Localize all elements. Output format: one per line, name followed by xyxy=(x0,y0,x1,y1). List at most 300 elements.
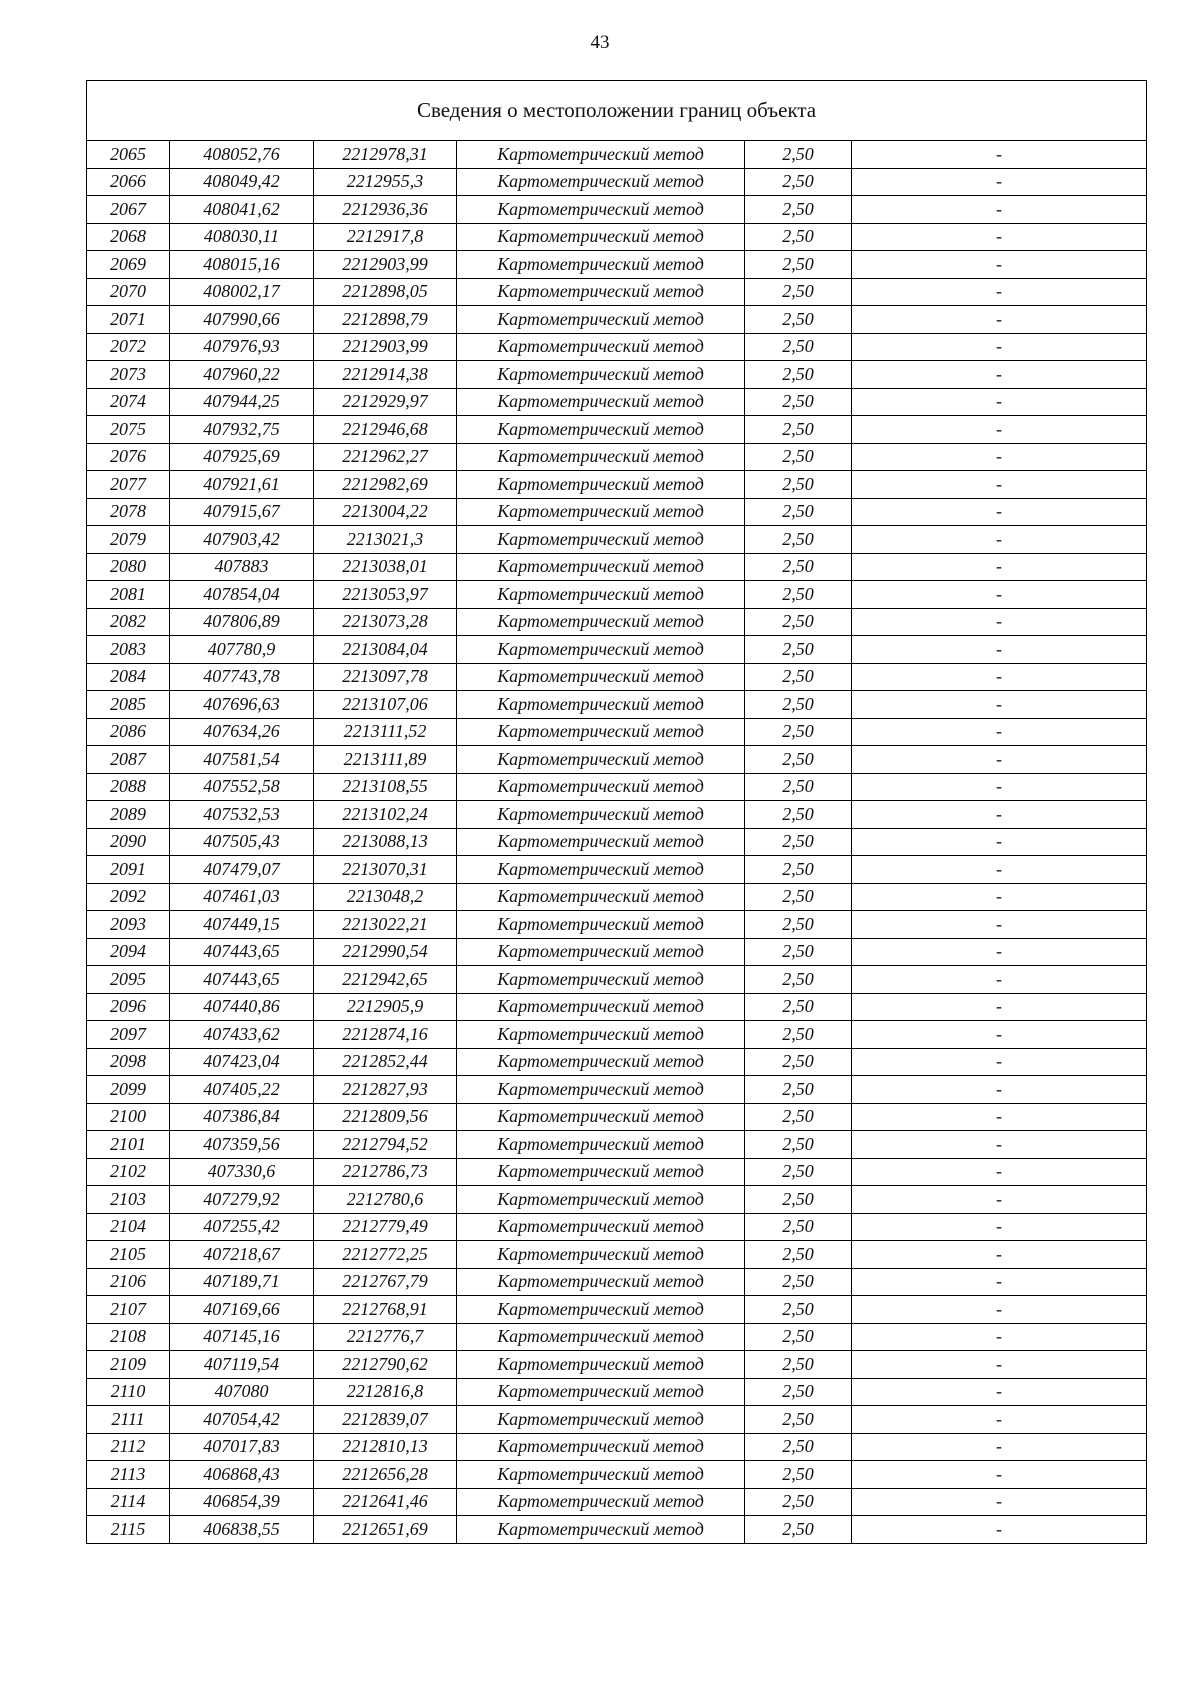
table-row xyxy=(87,581,1147,609)
table-row xyxy=(87,1021,1147,1049)
accuracy-cell: 2,50 xyxy=(745,1158,852,1186)
y-coordinate-cell: 2212786,73 xyxy=(314,1158,457,1186)
table-row xyxy=(87,1461,1147,1489)
x-coordinate-cell: 407960,22 xyxy=(170,361,314,389)
x-coordinate-cell: 407479,07 xyxy=(170,856,314,884)
point-number-cell: 2083 xyxy=(87,636,170,664)
accuracy-cell: 2,50 xyxy=(745,498,852,526)
description-cell: - xyxy=(852,1103,1147,1131)
description-cell: - xyxy=(852,691,1147,719)
description-cell: - xyxy=(852,801,1147,829)
y-coordinate-cell: 2212914,38 xyxy=(314,361,457,389)
description-cell: - xyxy=(852,361,1147,389)
point-number-cell: 2066 xyxy=(87,168,170,196)
table-row xyxy=(87,691,1147,719)
accuracy-cell: 2,50 xyxy=(745,1241,852,1269)
point-number-cell: 2091 xyxy=(87,856,170,884)
point-number-cell: 2070 xyxy=(87,278,170,306)
point-number-cell: 2101 xyxy=(87,1131,170,1159)
y-coordinate-cell: 2212962,27 xyxy=(314,443,457,471)
description-cell: - xyxy=(852,773,1147,801)
point-number-cell: 2069 xyxy=(87,251,170,279)
accuracy-cell: 2,50 xyxy=(745,636,852,664)
table-row xyxy=(87,966,1147,994)
point-number-cell: 2082 xyxy=(87,608,170,636)
method-cell: Картометрический метод xyxy=(457,141,745,169)
table-row xyxy=(87,306,1147,334)
description-cell: - xyxy=(852,471,1147,499)
point-number-cell: 2115 xyxy=(87,1516,170,1544)
table-row xyxy=(87,1131,1147,1159)
y-coordinate-cell: 2212809,56 xyxy=(314,1103,457,1131)
point-number-cell: 2114 xyxy=(87,1488,170,1516)
method-cell: Картометрический метод xyxy=(457,361,745,389)
y-coordinate-cell: 2212641,46 xyxy=(314,1488,457,1516)
y-coordinate-cell: 2212898,79 xyxy=(314,306,457,334)
y-coordinate-cell: 2212779,49 xyxy=(314,1213,457,1241)
accuracy-cell: 2,50 xyxy=(745,1021,852,1049)
point-number-cell: 2104 xyxy=(87,1213,170,1241)
method-cell: Картометрический метод xyxy=(457,938,745,966)
point-number-cell: 2092 xyxy=(87,883,170,911)
accuracy-cell: 2,50 xyxy=(745,471,852,499)
method-cell: Картометрический метод xyxy=(457,1158,745,1186)
method-cell: Картометрический метод xyxy=(457,553,745,581)
description-cell: - xyxy=(852,1488,1147,1516)
description-cell: - xyxy=(852,553,1147,581)
point-number-cell: 2089 xyxy=(87,801,170,829)
y-coordinate-cell: 2213053,97 xyxy=(314,581,457,609)
method-cell: Картометрический метод xyxy=(457,636,745,664)
method-cell: Картометрический метод xyxy=(457,1131,745,1159)
point-number-cell: 2080 xyxy=(87,553,170,581)
x-coordinate-cell: 407423,04 xyxy=(170,1048,314,1076)
method-cell: Картометрический метод xyxy=(457,883,745,911)
point-number-cell: 2100 xyxy=(87,1103,170,1131)
accuracy-cell: 2,50 xyxy=(745,1433,852,1461)
y-coordinate-cell: 2213038,01 xyxy=(314,553,457,581)
table-row xyxy=(87,636,1147,664)
table-row xyxy=(87,856,1147,884)
method-cell: Картометрический метод xyxy=(457,498,745,526)
table-row xyxy=(87,278,1147,306)
description-cell: - xyxy=(852,1158,1147,1186)
description-cell: - xyxy=(852,1186,1147,1214)
table-row xyxy=(87,1323,1147,1351)
table-row xyxy=(87,883,1147,911)
y-coordinate-cell: 2212946,68 xyxy=(314,416,457,444)
accuracy-cell: 2,50 xyxy=(745,278,852,306)
table-row xyxy=(87,1516,1147,1544)
table-row xyxy=(87,471,1147,499)
x-coordinate-cell: 407944,25 xyxy=(170,388,314,416)
table-row xyxy=(87,938,1147,966)
point-number-cell: 2105 xyxy=(87,1241,170,1269)
method-cell: Картометрический метод xyxy=(457,966,745,994)
table-row xyxy=(87,663,1147,691)
method-cell: Картометрический метод xyxy=(457,471,745,499)
point-number-cell: 2093 xyxy=(87,911,170,939)
point-number-cell: 2090 xyxy=(87,828,170,856)
table-row xyxy=(87,608,1147,636)
y-coordinate-cell: 2212656,28 xyxy=(314,1461,457,1489)
accuracy-cell: 2,50 xyxy=(745,196,852,224)
point-number-cell: 2079 xyxy=(87,526,170,554)
table-title-row xyxy=(87,81,1147,141)
description-cell: - xyxy=(852,663,1147,691)
description-cell: - xyxy=(852,1268,1147,1296)
method-cell: Картометрический метод xyxy=(457,1268,745,1296)
accuracy-cell: 2,50 xyxy=(745,388,852,416)
accuracy-cell: 2,50 xyxy=(745,801,852,829)
accuracy-cell: 2,50 xyxy=(745,718,852,746)
accuracy-cell: 2,50 xyxy=(745,581,852,609)
method-cell: Картометрический метод xyxy=(457,1048,745,1076)
method-cell: Картометрический метод xyxy=(457,223,745,251)
x-coordinate-cell: 407780,9 xyxy=(170,636,314,664)
table-row xyxy=(87,443,1147,471)
x-coordinate-cell: 407449,15 xyxy=(170,911,314,939)
description-cell: - xyxy=(852,828,1147,856)
accuracy-cell: 2,50 xyxy=(745,856,852,884)
x-coordinate-cell: 407386,84 xyxy=(170,1103,314,1131)
accuracy-cell: 2,50 xyxy=(745,1461,852,1489)
method-cell: Картометрический метод xyxy=(457,1378,745,1406)
accuracy-cell: 2,50 xyxy=(745,1186,852,1214)
accuracy-cell: 2,50 xyxy=(745,663,852,691)
x-coordinate-cell: 407806,89 xyxy=(170,608,314,636)
table-row xyxy=(87,1351,1147,1379)
description-cell: - xyxy=(852,746,1147,774)
accuracy-cell: 2,50 xyxy=(745,306,852,334)
description-cell: - xyxy=(852,993,1147,1021)
point-number-cell: 2086 xyxy=(87,718,170,746)
point-number-cell: 2111 xyxy=(87,1406,170,1434)
point-number-cell: 2106 xyxy=(87,1268,170,1296)
table-row xyxy=(87,168,1147,196)
accuracy-cell: 2,50 xyxy=(745,1076,852,1104)
table-row xyxy=(87,361,1147,389)
y-coordinate-cell: 2213070,31 xyxy=(314,856,457,884)
method-cell: Картометрический метод xyxy=(457,801,745,829)
page-number: 43 xyxy=(590,32,610,53)
x-coordinate-cell: 407405,22 xyxy=(170,1076,314,1104)
table-row xyxy=(87,1241,1147,1269)
table-row xyxy=(87,526,1147,554)
accuracy-cell: 2,50 xyxy=(745,773,852,801)
method-cell: Картометрический метод xyxy=(457,1213,745,1241)
y-coordinate-cell: 2212917,8 xyxy=(314,223,457,251)
x-coordinate-cell: 407883 xyxy=(170,553,314,581)
y-coordinate-cell: 2213088,13 xyxy=(314,828,457,856)
method-cell: Картометрический метод xyxy=(457,416,745,444)
y-coordinate-cell: 2213111,89 xyxy=(314,746,457,774)
y-coordinate-cell: 2212905,9 xyxy=(314,993,457,1021)
point-number-cell: 2076 xyxy=(87,443,170,471)
point-number-cell: 2095 xyxy=(87,966,170,994)
point-number-cell: 2094 xyxy=(87,938,170,966)
point-number-cell: 2078 xyxy=(87,498,170,526)
table-row xyxy=(87,553,1147,581)
point-number-cell: 2075 xyxy=(87,416,170,444)
x-coordinate-cell: 408030,11 xyxy=(170,223,314,251)
table-row xyxy=(87,1433,1147,1461)
point-number-cell: 2087 xyxy=(87,746,170,774)
table-row xyxy=(87,1406,1147,1434)
accuracy-cell: 2,50 xyxy=(745,416,852,444)
accuracy-cell: 2,50 xyxy=(745,993,852,1021)
table-row xyxy=(87,746,1147,774)
description-cell: - xyxy=(852,1131,1147,1159)
accuracy-cell: 2,50 xyxy=(745,1048,852,1076)
x-coordinate-cell: 408015,16 xyxy=(170,251,314,279)
y-coordinate-cell: 2212936,36 xyxy=(314,196,457,224)
method-cell: Картометрический метод xyxy=(457,911,745,939)
x-coordinate-cell: 407990,66 xyxy=(170,306,314,334)
method-cell: Картометрический метод xyxy=(457,1351,745,1379)
point-number-cell: 2103 xyxy=(87,1186,170,1214)
y-coordinate-cell: 2212929,97 xyxy=(314,388,457,416)
method-cell: Картометрический метод xyxy=(457,306,745,334)
x-coordinate-cell: 407634,26 xyxy=(170,718,314,746)
method-cell: Картометрический метод xyxy=(457,581,745,609)
point-number-cell: 2077 xyxy=(87,471,170,499)
table-body xyxy=(87,141,1147,1544)
y-coordinate-cell: 2212903,99 xyxy=(314,251,457,279)
point-number-cell: 2065 xyxy=(87,141,170,169)
method-cell: Картометрический метод xyxy=(457,1461,745,1489)
accuracy-cell: 2,50 xyxy=(745,1213,852,1241)
accuracy-cell: 2,50 xyxy=(745,911,852,939)
description-cell: - xyxy=(852,856,1147,884)
x-coordinate-cell: 407080 xyxy=(170,1378,314,1406)
description-cell: - xyxy=(852,333,1147,361)
x-coordinate-cell: 407017,83 xyxy=(170,1433,314,1461)
accuracy-cell: 2,50 xyxy=(745,966,852,994)
y-coordinate-cell: 2212794,52 xyxy=(314,1131,457,1159)
accuracy-cell: 2,50 xyxy=(745,251,852,279)
x-coordinate-cell: 407359,56 xyxy=(170,1131,314,1159)
description-cell: - xyxy=(852,168,1147,196)
accuracy-cell: 2,50 xyxy=(745,553,852,581)
description-cell: - xyxy=(852,1351,1147,1379)
table-row xyxy=(87,416,1147,444)
method-cell: Картометрический метод xyxy=(457,278,745,306)
x-coordinate-cell: 407925,69 xyxy=(170,443,314,471)
point-number-cell: 2071 xyxy=(87,306,170,334)
description-cell: - xyxy=(852,1406,1147,1434)
x-coordinate-cell: 407461,03 xyxy=(170,883,314,911)
point-number-cell: 2085 xyxy=(87,691,170,719)
y-coordinate-cell: 2212982,69 xyxy=(314,471,457,499)
table-row xyxy=(87,223,1147,251)
y-coordinate-cell: 2212942,65 xyxy=(314,966,457,994)
x-coordinate-cell: 407581,54 xyxy=(170,746,314,774)
method-cell: Картометрический метод xyxy=(457,746,745,774)
accuracy-cell: 2,50 xyxy=(745,1516,852,1544)
table-row xyxy=(87,1213,1147,1241)
accuracy-cell: 2,50 xyxy=(745,526,852,554)
accuracy-cell: 2,50 xyxy=(745,608,852,636)
table-row xyxy=(87,1048,1147,1076)
description-cell: - xyxy=(852,581,1147,609)
description-cell: - xyxy=(852,718,1147,746)
accuracy-cell: 2,50 xyxy=(745,1103,852,1131)
y-coordinate-cell: 2212816,8 xyxy=(314,1378,457,1406)
description-cell: - xyxy=(852,388,1147,416)
x-coordinate-cell: 407903,42 xyxy=(170,526,314,554)
accuracy-cell: 2,50 xyxy=(745,443,852,471)
method-cell: Картометрический метод xyxy=(457,1103,745,1131)
x-coordinate-cell: 407532,53 xyxy=(170,801,314,829)
table-row xyxy=(87,1186,1147,1214)
point-number-cell: 2109 xyxy=(87,1351,170,1379)
method-cell: Картометрический метод xyxy=(457,1241,745,1269)
point-number-cell: 2102 xyxy=(87,1158,170,1186)
description-cell: - xyxy=(852,1241,1147,1269)
description-cell: - xyxy=(852,1048,1147,1076)
method-cell: Картометрический метод xyxy=(457,168,745,196)
accuracy-cell: 2,50 xyxy=(745,223,852,251)
description-cell: - xyxy=(852,223,1147,251)
point-number-cell: 2113 xyxy=(87,1461,170,1489)
table-row xyxy=(87,1076,1147,1104)
description-cell: - xyxy=(852,1516,1147,1544)
description-cell: - xyxy=(852,1461,1147,1489)
y-coordinate-cell: 2213004,22 xyxy=(314,498,457,526)
description-cell: - xyxy=(852,1433,1147,1461)
method-cell: Картометрический метод xyxy=(457,1323,745,1351)
method-cell: Картометрический метод xyxy=(457,773,745,801)
y-coordinate-cell: 2213073,28 xyxy=(314,608,457,636)
point-number-cell: 2110 xyxy=(87,1378,170,1406)
method-cell: Картометрический метод xyxy=(457,526,745,554)
accuracy-cell: 2,50 xyxy=(745,691,852,719)
method-cell: Картометрический метод xyxy=(457,388,745,416)
y-coordinate-cell: 2213022,21 xyxy=(314,911,457,939)
y-coordinate-cell: 2212898,05 xyxy=(314,278,457,306)
y-coordinate-cell: 2213108,55 xyxy=(314,773,457,801)
y-coordinate-cell: 2212990,54 xyxy=(314,938,457,966)
x-coordinate-cell: 407443,65 xyxy=(170,966,314,994)
method-cell: Картометрический метод xyxy=(457,1433,745,1461)
table-row xyxy=(87,718,1147,746)
accuracy-cell: 2,50 xyxy=(745,1406,852,1434)
description-cell: - xyxy=(852,938,1147,966)
table-row xyxy=(87,1378,1147,1406)
description-cell: - xyxy=(852,1076,1147,1104)
table-row xyxy=(87,993,1147,1021)
description-cell: - xyxy=(852,416,1147,444)
y-coordinate-cell: 2212810,13 xyxy=(314,1433,457,1461)
point-number-cell: 2088 xyxy=(87,773,170,801)
point-number-cell: 2099 xyxy=(87,1076,170,1104)
accuracy-cell: 2,50 xyxy=(745,883,852,911)
point-number-cell: 2073 xyxy=(87,361,170,389)
accuracy-cell: 2,50 xyxy=(745,1131,852,1159)
description-cell: - xyxy=(852,608,1147,636)
description-cell: - xyxy=(852,1021,1147,1049)
y-coordinate-cell: 2212852,44 xyxy=(314,1048,457,1076)
point-number-cell: 2107 xyxy=(87,1296,170,1324)
method-cell: Картометрический метод xyxy=(457,251,745,279)
accuracy-cell: 2,50 xyxy=(745,1378,852,1406)
y-coordinate-cell: 2213097,78 xyxy=(314,663,457,691)
description-cell: - xyxy=(852,911,1147,939)
x-coordinate-cell: 407443,65 xyxy=(170,938,314,966)
x-coordinate-cell: 406838,55 xyxy=(170,1516,314,1544)
x-coordinate-cell: 407433,62 xyxy=(170,1021,314,1049)
y-coordinate-cell: 2212767,79 xyxy=(314,1268,457,1296)
y-coordinate-cell: 2212651,69 xyxy=(314,1516,457,1544)
y-coordinate-cell: 2213048,2 xyxy=(314,883,457,911)
method-cell: Картометрический метод xyxy=(457,993,745,1021)
x-coordinate-cell: 407189,71 xyxy=(170,1268,314,1296)
point-number-cell: 2108 xyxy=(87,1323,170,1351)
accuracy-cell: 2,50 xyxy=(745,1268,852,1296)
x-coordinate-cell: 407854,04 xyxy=(170,581,314,609)
description-cell: - xyxy=(852,636,1147,664)
x-coordinate-cell: 407932,75 xyxy=(170,416,314,444)
table-row xyxy=(87,773,1147,801)
x-coordinate-cell: 408052,76 xyxy=(170,141,314,169)
y-coordinate-cell: 2213021,3 xyxy=(314,526,457,554)
method-cell: Картометрический метод xyxy=(457,1488,745,1516)
point-number-cell: 2112 xyxy=(87,1433,170,1461)
method-cell: Картометрический метод xyxy=(457,1021,745,1049)
point-number-cell: 2096 xyxy=(87,993,170,1021)
method-cell: Картометрический метод xyxy=(457,718,745,746)
x-coordinate-cell: 407054,42 xyxy=(170,1406,314,1434)
y-coordinate-cell: 2212874,16 xyxy=(314,1021,457,1049)
table-title: Сведения о местоположении границ объекта xyxy=(87,81,1147,141)
point-number-cell: 2081 xyxy=(87,581,170,609)
y-coordinate-cell: 2212780,6 xyxy=(314,1186,457,1214)
table-row xyxy=(87,1268,1147,1296)
accuracy-cell: 2,50 xyxy=(745,1351,852,1379)
x-coordinate-cell: 407218,67 xyxy=(170,1241,314,1269)
x-coordinate-cell: 407169,66 xyxy=(170,1296,314,1324)
table-row xyxy=(87,1158,1147,1186)
x-coordinate-cell: 406868,43 xyxy=(170,1461,314,1489)
description-cell: - xyxy=(852,1296,1147,1324)
x-coordinate-cell: 407255,42 xyxy=(170,1213,314,1241)
table-row xyxy=(87,141,1147,169)
point-number-cell: 2084 xyxy=(87,663,170,691)
x-coordinate-cell: 407440,86 xyxy=(170,993,314,1021)
method-cell: Картометрический метод xyxy=(457,1406,745,1434)
x-coordinate-cell: 407330,6 xyxy=(170,1158,314,1186)
method-cell: Картометрический метод xyxy=(457,691,745,719)
accuracy-cell: 2,50 xyxy=(745,1323,852,1351)
boundary-coordinates-table xyxy=(86,80,1147,1544)
accuracy-cell: 2,50 xyxy=(745,333,852,361)
table-row xyxy=(87,1103,1147,1131)
x-coordinate-cell: 407505,43 xyxy=(170,828,314,856)
table-row xyxy=(87,251,1147,279)
point-number-cell: 2068 xyxy=(87,223,170,251)
method-cell: Картометрический метод xyxy=(457,856,745,884)
x-coordinate-cell: 407743,78 xyxy=(170,663,314,691)
y-coordinate-cell: 2212772,25 xyxy=(314,1241,457,1269)
table-row xyxy=(87,911,1147,939)
description-cell: - xyxy=(852,966,1147,994)
accuracy-cell: 2,50 xyxy=(745,141,852,169)
table-row xyxy=(87,498,1147,526)
method-cell: Картометрический метод xyxy=(457,443,745,471)
accuracy-cell: 2,50 xyxy=(745,1296,852,1324)
y-coordinate-cell: 2212827,93 xyxy=(314,1076,457,1104)
